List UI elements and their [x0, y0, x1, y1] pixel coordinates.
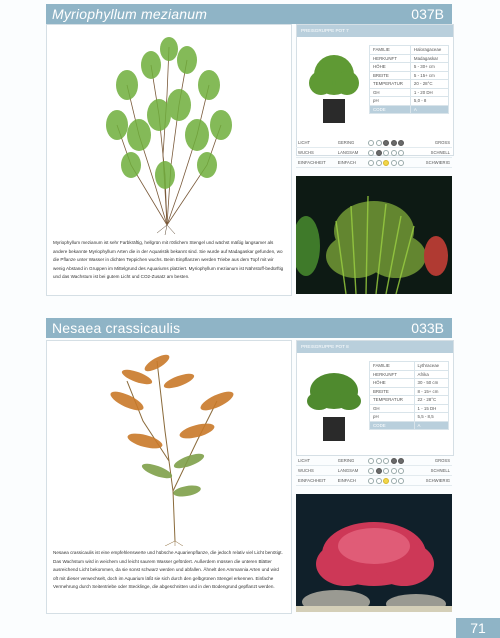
- prop-value: A: [410, 105, 448, 114]
- scale-dot: [398, 150, 404, 156]
- prop-key: FAMILIE: [370, 46, 411, 55]
- prop-value: Lythraceae: [414, 362, 448, 371]
- scale-low: GERING: [336, 138, 367, 148]
- scale-low: LANGSAM: [336, 148, 367, 158]
- species-name: Myriophyllum mezianum: [52, 6, 208, 22]
- scale-dot: [391, 478, 397, 484]
- scale-dot: [383, 478, 389, 484]
- prop-value: Afrika: [414, 370, 448, 379]
- page-number: 71: [456, 618, 500, 638]
- scale-high: GROSS: [417, 456, 452, 466]
- scale-dot: [383, 160, 389, 166]
- scale-high: GROSS: [417, 138, 452, 148]
- species-header: [46, 4, 452, 24]
- prop-key: pH: [370, 413, 415, 422]
- prop-key: GH: [370, 88, 411, 97]
- scale-dot: [383, 150, 389, 156]
- prop-key: CODE: [370, 421, 415, 430]
- price-group-label: PREISGRUPPE POT 7: [297, 25, 453, 37]
- scale-low: EINFACH: [336, 158, 367, 168]
- prop-value: 22 - 28°C: [414, 396, 448, 405]
- scale-label: WUCHS: [296, 148, 336, 158]
- scale-label: WUCHS: [296, 466, 336, 476]
- aquarium-photo: [296, 176, 452, 294]
- potted-plant-photo: [301, 45, 367, 129]
- scale-high: SCHNELL: [417, 466, 452, 476]
- scale-dot: [376, 150, 382, 156]
- prop-key: HÖHE: [370, 379, 415, 388]
- species-description: Nesaea crassicaulis ist eine empfehlenswerte und hübsche Aquarienpflanze, die jedoch relativ viel Licht benötigt. Das Wachstum wird in weichem und leicht saurem Wasser gefördert. Außerdem müssen die unteren Blätter ausreichend Licht bekommen, da sie sonst schwarz werden und abfallen. Ähnelt den Ammannia Arten und wird oft mit dieser verwechselt, doch im Aquarium läßt sie sich durch den gelbgrünen Stengel erkennen. Einfache Vermehrung durch Seitentriebe oder Stecklinge, die abgeschnitten und in den Bodengrund gepflanzt werden.: [53, 550, 283, 590]
- scale-dot: [398, 468, 404, 474]
- species-info-panel: [296, 24, 454, 156]
- prop-value: 20 - 28°C: [410, 80, 448, 89]
- prop-value: 30 - 50 cm: [414, 379, 448, 388]
- scale-dots: [368, 160, 414, 166]
- prop-key: HÖHE: [370, 63, 411, 72]
- species-header: [46, 318, 452, 338]
- scale-dot: [376, 478, 382, 484]
- scale-dot: [398, 458, 404, 464]
- properties-table: [369, 361, 449, 430]
- scale-dot: [391, 160, 397, 166]
- scale-dot: [391, 150, 397, 156]
- potted-plant-photo: [301, 361, 367, 447]
- scale-row: [296, 148, 452, 158]
- scale-row: [296, 476, 452, 486]
- care-scale-table: [296, 138, 452, 168]
- scale-dot: [368, 160, 374, 166]
- scale-dot: [398, 140, 404, 146]
- prop-key: CODE: [370, 105, 411, 114]
- scale-high: SCHWIERIG: [417, 158, 452, 168]
- species-name: Nesaea crassicaulis: [52, 320, 181, 336]
- aquarium-photo: [296, 494, 452, 612]
- scale-dots: [368, 468, 414, 474]
- plant-illustration: [47, 25, 291, 235]
- scale-low: EINFACH: [336, 476, 367, 486]
- scale-dot: [398, 160, 404, 166]
- price-group-label: PREISGRUPPE POT 8: [297, 341, 453, 353]
- prop-value: 8 - 15+ cm: [414, 387, 448, 396]
- species-code: 037B: [411, 6, 444, 22]
- scale-dot: [383, 140, 389, 146]
- scale-label: LICHT: [296, 138, 336, 148]
- species-card: [46, 24, 292, 296]
- species-card: [46, 340, 292, 614]
- scale-dot: [368, 468, 374, 474]
- properties-table: [369, 45, 449, 114]
- scale-dot: [391, 468, 397, 474]
- prop-value: 5,0 - 8: [410, 97, 448, 106]
- prop-key: FAMILIE: [370, 362, 415, 371]
- scale-dot: [391, 458, 397, 464]
- prop-value: 1 - 15 DH: [414, 404, 448, 413]
- scale-dot: [368, 150, 374, 156]
- scale-row: [296, 456, 452, 466]
- prop-value: 5,5 - 8,5: [414, 413, 448, 422]
- prop-key: GH: [370, 404, 415, 413]
- prop-key: HERKUNFT: [370, 370, 415, 379]
- species-description: Myriophyllum mezianum ist sehr Farbkräftig, hellgrün mit rötlichem Stengel und wächst mäßig langsamer als andere bekannte Myriophyllum Arten die in der Aquaristik bekannt sind. Sie wurde auf Madagaskar gefunden, wo die Pflanze unter Wasser in dichten Teppichen wuchs. Beim Einpflanzen werden Triebe aus dem Topf mit wir wenig Abstand in Gruppen im Mittelgrund des Aquariums platziert. Myriophyllum mezianum ist Nährstoff-bedürftig und das Wachstum ist bei gutem Licht und CO2-Zusatz am besten.: [53, 240, 284, 280]
- plant-illustration: [47, 341, 291, 546]
- scale-label: EINFACHHEIT: [296, 158, 336, 168]
- prop-key: pH: [370, 97, 411, 106]
- scale-low: LANGSAM: [336, 466, 367, 476]
- scale-row: [296, 466, 452, 476]
- scale-dot: [383, 468, 389, 474]
- scale-dots: [368, 140, 414, 146]
- species-info-panel: [296, 340, 454, 456]
- prop-key: TEMPERATUR: [370, 80, 411, 89]
- scale-label: EINFACHHEIT: [296, 476, 336, 486]
- scale-dot: [368, 458, 374, 464]
- scale-dot: [376, 160, 382, 166]
- scale-dot: [398, 478, 404, 484]
- scale-dot: [376, 468, 382, 474]
- prop-value: Haloragaceae: [410, 46, 448, 55]
- scale-dot: [368, 478, 374, 484]
- prop-value: 1 - 20 DH: [410, 88, 448, 97]
- prop-value: Madagaskar: [410, 54, 448, 63]
- scale-low: GERING: [336, 456, 367, 466]
- care-scale-table: [296, 456, 452, 486]
- scale-row: [296, 158, 452, 168]
- scale-dot: [376, 458, 382, 464]
- scale-high: SCHWIERIG: [417, 476, 452, 486]
- scale-dot: [383, 458, 389, 464]
- species-code: 033B: [411, 320, 444, 336]
- scale-dots: [368, 458, 414, 464]
- scale-label: LICHT: [296, 456, 336, 466]
- scale-row: [296, 138, 452, 148]
- scale-dots: [368, 150, 414, 156]
- prop-value: 5 - 15+ cm: [410, 71, 448, 80]
- prop-value: 5 - 30+ cm: [410, 63, 448, 72]
- scale-dot: [368, 140, 374, 146]
- prop-key: BREITE: [370, 387, 415, 396]
- scale-dot: [376, 140, 382, 146]
- scale-dots: [368, 478, 414, 484]
- scale-high: SCHNELL: [417, 148, 452, 158]
- prop-value: A: [414, 421, 448, 430]
- prop-key: BREITE: [370, 71, 411, 80]
- prop-key: TEMPERATUR: [370, 396, 415, 405]
- scale-dot: [391, 140, 397, 146]
- prop-key: HERKUNFT: [370, 54, 411, 63]
